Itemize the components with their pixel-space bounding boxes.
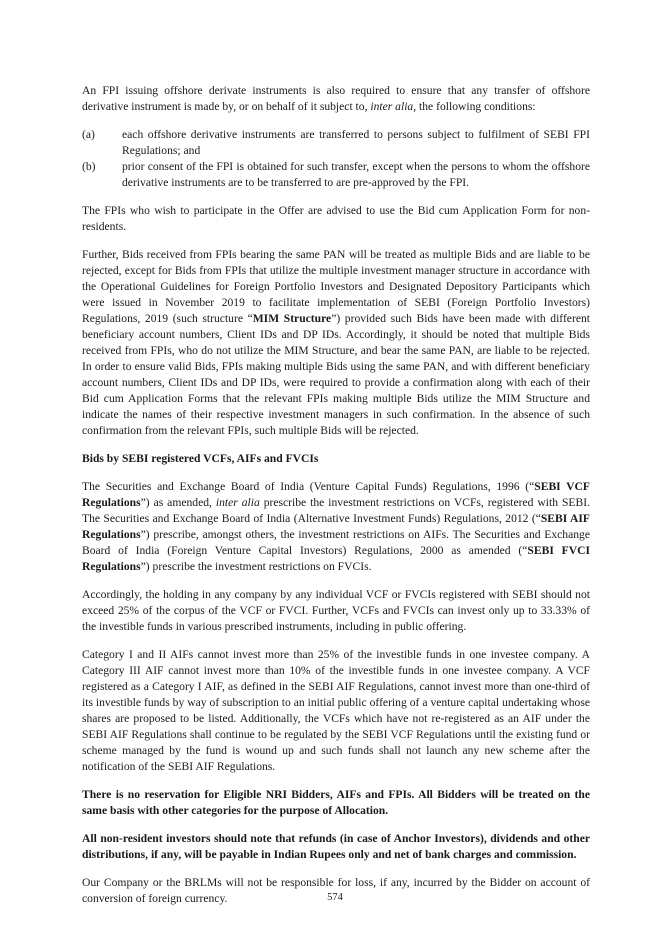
list-item: [82, 159, 590, 191]
list-item: [82, 127, 590, 159]
italic-text: inter alia: [370, 100, 414, 113]
text-run: Further, Bids received from FPIs bearing the same PAN will be treated as multiple Bids and are liable to be rejected, except for Bids from FPIs that utilize the multiple investment manager structure in accordance with the Operational Guidelines for Foreign Portfolio Investors and Designated Depository Participants which were issued in November 2019 to facilitate implementation of SEBI (Foreign Portfolio Investors) Regulations, 2019 (such structure “: [82, 248, 590, 325]
paragraph-refunds-note: All non-resident investors should note that refunds (in case of Anchor Investors), dividends and other distributions, if any, will be payable in Indian Rupees only and net of bank charges and commission.: [82, 832, 590, 861]
italic-text: inter alia: [215, 496, 260, 509]
text-run: ”) provided such Bids have been made with different beneficiary account numbers, Client IDs and DP IDs. Accordingly, it should be noted that multiple Bids received from FPIs, who do not utilize the MIM Structure, and bear the same PAN, are liable to be rejected. In order to ensure valid Bids, FPIs making multiple Bids using the same PAN, and with different beneficiary account numbers, Client IDs and DP IDs, were required to provide a confirmation along with each of their Bid cum Application Forms that the relevant FPIs making multiple Bids utilize the MIM Structure and indicate the names of their respective investment managers in such confirmation. In the absence of such confirmation from the relevant FPIs, such multiple Bids will be rejected.: [82, 312, 590, 437]
paragraph-aif-categories: Category I and II AIFs cannot invest more than 25% of the investible funds in one investee company. A Category III AIF cannot invest more than 10% of the investible funds in one investee company. A VCF registered as a Category I AIF, as defined in the SEBI AIF Regulations, cannot invest more than one-third of its investible funds by way of subscription to an initial public offering of a venture capital undertaking whose shares are proposed to be listed. Additionally, the VCFs which have not re-registered as an AIF under the SEBI AIF Regulations shall continue to be regulated by the SEBI VCF Regulations until the existing fund or scheme managed by the fund is wound up and such funds shall not launch any new scheme after the notification of the SEBI AIF Regulations.: [82, 648, 590, 773]
text-run: An FPI issuing offshore derivate instruments is also required to ensure that any transfer of offshore derivative instrument is made by, or on behalf of it subject to,: [82, 84, 590, 113]
text-run: , the following conditions:: [413, 100, 536, 113]
bold-term: MIM Structure: [252, 312, 332, 325]
text-run: prescribe the investment restrictions on VCFs, registered with SEBI. The Securities and Exchange Board of India (Alternative Investment Funds) Regulations, 2012 (“: [82, 496, 590, 525]
paragraph-multiple-bids: [82, 247, 590, 439]
paragraph-no-reservation: There is no reservation for Eligible NRI Bidders, AIFs and FPIs. All Bidders will be treated on the same basis with other categories for the purpose of Allocation.: [82, 788, 590, 817]
text-run: ”) as amended,: [140, 496, 216, 509]
text-run: ”) prescribe the investment restrictions on FVCIs.: [140, 560, 372, 573]
list-label: (a): [82, 128, 95, 141]
paragraph-sebi-regulations: [82, 479, 590, 575]
paragraph-holding-limits: Accordingly, the holding in any company by any individual VCF or FVCIs registered with SEBI should not exceed 25% of the corpus of the VCF or FVCI. Further, VCFs and FVCIs can invest only up to 33.33% of the investible funds in various prescribed instruments, including in public offering.: [82, 588, 590, 633]
text-run: The Securities and Exchange Board of India (Venture Capital Funds) Regulations, 1996 (“: [82, 480, 535, 493]
list-text: prior consent of the FPI is obtained for such transfer, except when the persons to whom the offshore derivative instruments are to be transferred to are pre-approved by the FPI.: [122, 160, 590, 189]
conditions-list: [82, 127, 590, 191]
list-label: (b): [82, 160, 96, 173]
list-text: each offshore derivative instruments are transferred to persons subject to fulfilment of SEBI FPI Regulations; and: [122, 128, 590, 157]
document-page: [82, 83, 590, 919]
bold-term: SEBI VCF Regulations: [82, 480, 590, 509]
page-number: 574: [327, 892, 343, 903]
section-heading: Bids by SEBI registered VCFs, AIFs and FVCIs: [82, 452, 319, 465]
paragraph-fpi-form: The FPIs who wish to participate in the Offer are advised to use the Bid cum Application Form for non-residents.: [82, 204, 590, 233]
text-run: ”) prescribe, amongst others, the investment restrictions on AIFs. The Securities and Exchange Board of India (Foreign Venture Capital Investors) Regulations, 2000 as amended (“: [82, 528, 590, 557]
bold-term: SEBI AIF Regulations: [82, 512, 590, 541]
bold-term: SEBI FVCI Regulations: [82, 544, 590, 573]
paragraph-currency-disclaimer: Our Company or the BRLMs will not be responsible for loss, if any, incurred by the Bidder on account of conversion of foreign currency.: [82, 876, 590, 905]
paragraph-offshore-transfer: [82, 83, 590, 115]
